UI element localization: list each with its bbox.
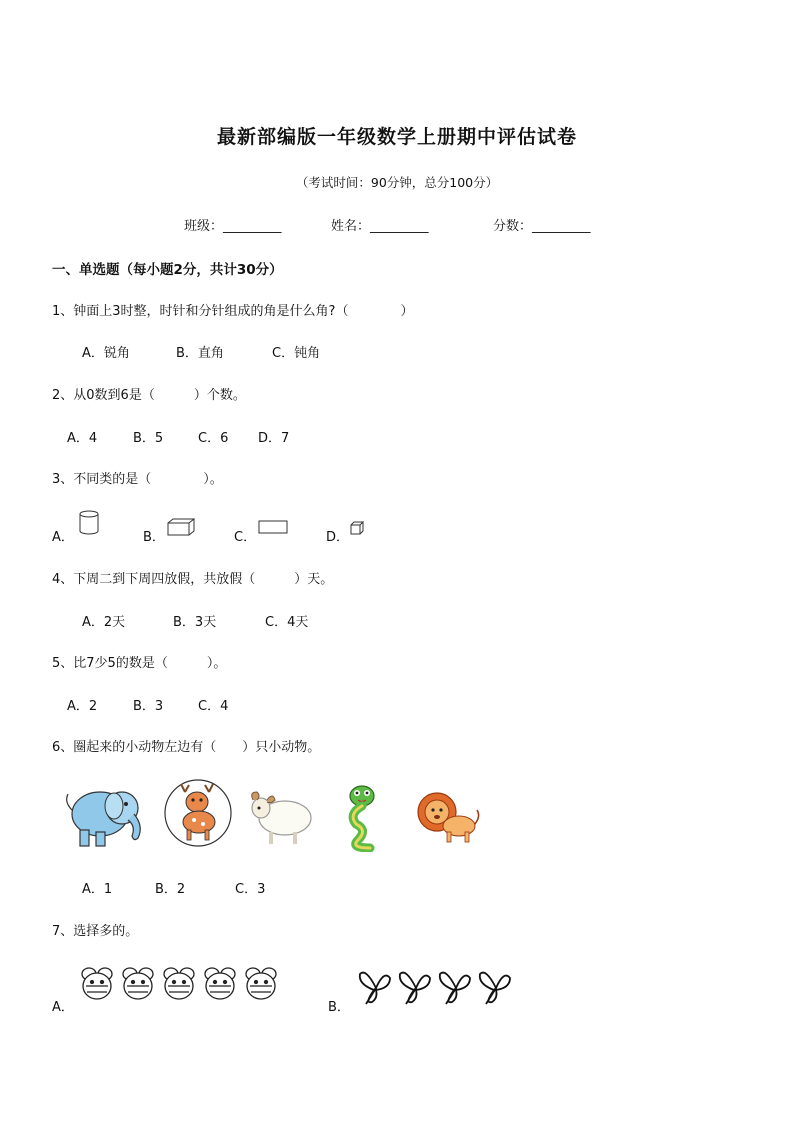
elephant-icon (62, 782, 148, 854)
q2-option-a[interactable]: A．4 (67, 431, 98, 446)
page-title: 最新部编版一年级数学上册期中评估试卷 (216, 126, 577, 148)
question-2-stem: 2、从0数到6是（ ）个数。 (52, 388, 246, 403)
q5-option-a[interactable]: A．2 (67, 699, 98, 714)
q5-option-c[interactable]: C．4 (198, 699, 229, 714)
q2-option-c[interactable]: C．6 (198, 431, 229, 446)
q7-option-b[interactable]: B． (328, 1000, 350, 1015)
q4-option-a[interactable]: A．2天 (82, 615, 126, 630)
q1-option-a[interactable]: A．锐角 (82, 346, 130, 361)
question-3-stem: 3、不同类的是（ ）。 (52, 472, 223, 487)
score-field: 分数：_________ (493, 219, 591, 234)
rectangle-icon (258, 520, 288, 534)
q3-option-b[interactable]: B． (143, 530, 165, 545)
question-4-stem: 4、下周二到下周四放假，共放假（ ）天。 (52, 572, 334, 587)
q3-option-d[interactable]: D． (326, 530, 350, 545)
snake-icon (340, 784, 384, 856)
deer-icon (163, 778, 233, 852)
sheep-icon (247, 788, 315, 852)
q4-option-b[interactable]: B．3天 (173, 615, 217, 630)
lion-icon (415, 790, 481, 850)
section-heading: 一、单选题（每小题2分，共计30分） (52, 262, 283, 278)
q3-option-c[interactable]: C． (234, 530, 257, 545)
q4-option-c[interactable]: C．4天 (265, 615, 309, 630)
class-field: 班级：_________ (184, 219, 282, 234)
q6-option-a[interactable]: A．1 (82, 882, 113, 897)
exam-subtitle: （考试时间：90分钟，总分100分） (295, 175, 499, 190)
q2-option-b[interactable]: B．5 (133, 431, 164, 446)
name-field: 姓名：_________ (331, 219, 429, 234)
question-5-stem: 5、比7少5的数是（ ）。 (52, 656, 227, 671)
cylinder-icon (78, 510, 100, 536)
small-cube-icon (350, 521, 364, 535)
q1-option-c[interactable]: C．钝角 (272, 346, 321, 361)
q2-option-d[interactable]: D．7 (258, 431, 290, 446)
q7-option-a[interactable]: A． (52, 1000, 74, 1015)
cuboid-icon (167, 518, 195, 536)
bees-icon (78, 964, 284, 1006)
q1-option-b[interactable]: B．直角 (176, 346, 224, 361)
question-1-stem: 1、钟面上3时整，时针和分针组成的角是什么角?（ ） (52, 304, 414, 319)
question-6-stem: 6、圈起来的小动物左边有（ ）只小动物。 (52, 740, 321, 755)
q6-option-c[interactable]: C．3 (235, 882, 266, 897)
q6-option-b[interactable]: B．2 (155, 882, 186, 897)
q3-option-a[interactable]: A． (52, 530, 74, 545)
q5-option-b[interactable]: B．3 (133, 699, 164, 714)
question-7-stem: 7、选择多的。 (52, 924, 139, 939)
butterflies-icon (356, 964, 516, 1008)
